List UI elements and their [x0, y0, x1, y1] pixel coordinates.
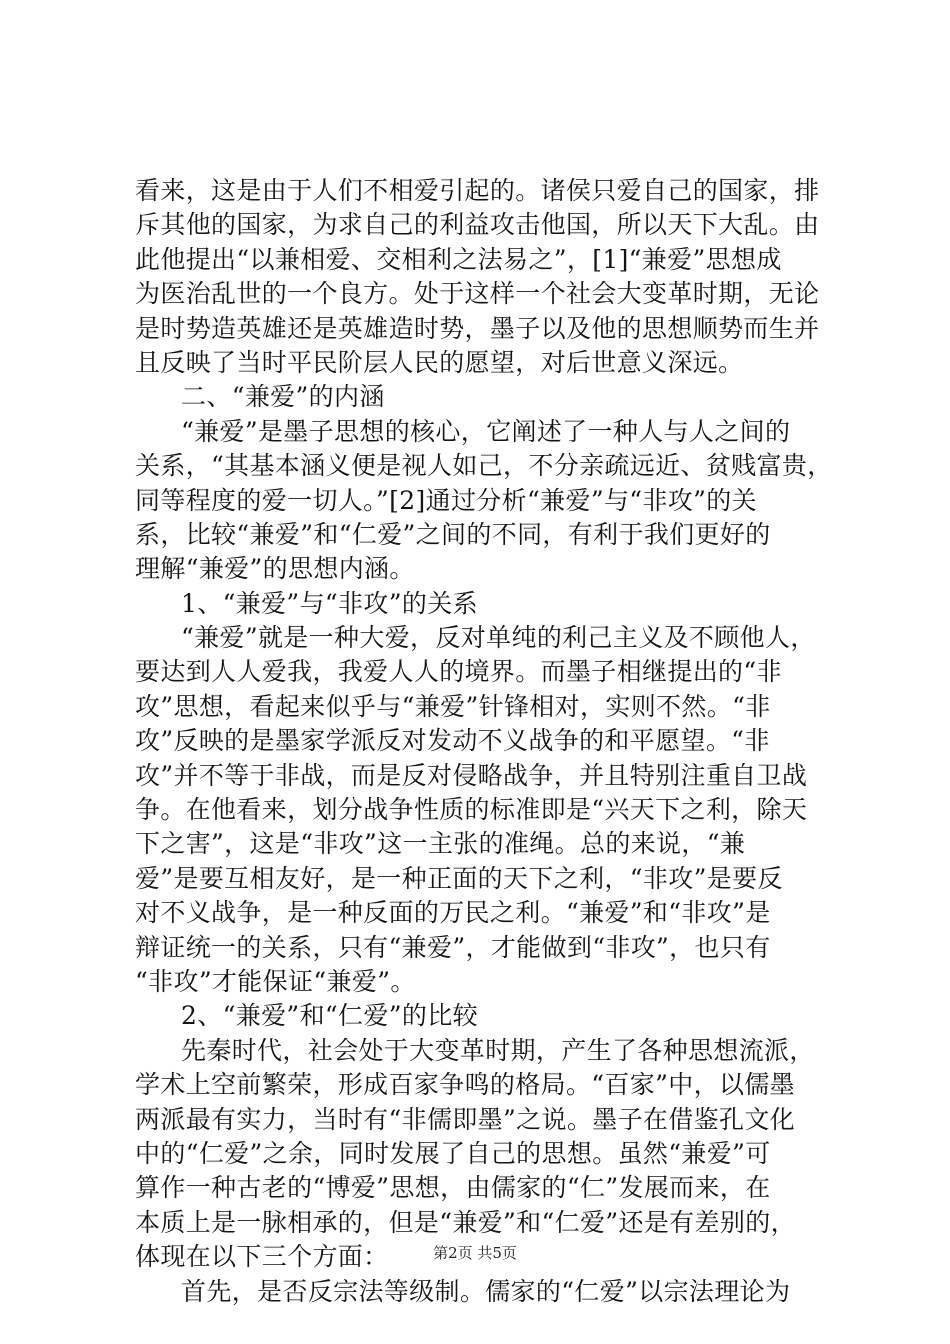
text-line: 看来，这是由于人们不相爱引起的。诸侯只爱自己的国家，排	[135, 176, 820, 205]
text-line: 争。在他看来，划分战争性质的标准即是“兴天下之利，除天	[135, 795, 808, 825]
text-line: 下之害”，这是“非攻”这一主张的准绳。总的来说，“兼	[135, 829, 746, 859]
text-line: 学术上空前繁荣，形成百家争鸣的格局。“百家”中，以儒墨	[135, 1070, 796, 1100]
section-heading: 二、“兼爱”的内涵	[181, 382, 385, 412]
subsection-heading: 2、“兼爱”和“仁爱”的比较	[181, 1001, 478, 1031]
text-line: “非攻”才能保证“兼爱”。	[135, 966, 416, 996]
text-line: 是时势造英雄还是英雄造时势，墨子以及他的思想顺势而生并	[135, 313, 820, 343]
text-line: 两派最有实力，当时有“非儒即墨”之说。墨子在借鉴孔文化	[135, 1104, 796, 1134]
text-line: 理解“兼爱”的思想内涵。	[135, 554, 415, 584]
text-line: 对不义战争，是一种反面的万民之利。“兼爱”和“非攻”是	[135, 898, 771, 928]
text-line: 体现在以下三个方面：	[135, 1242, 389, 1272]
text-line: 要达到人人爱我，我爱人人的境界。而墨子相继提出的“非	[135, 657, 782, 687]
text-line: 算作一种古老的“博爱”思想，由儒家的“仁”发展而来，在	[135, 1173, 771, 1203]
text-line: 本质上是一脉相承的，但是“兼爱”和“仁爱”还是有差别的，	[135, 1207, 796, 1237]
text-line: “兼爱”就是一种大爱，反对单纯的利己主义及不顾他人，	[181, 623, 816, 653]
text-line: 中的“仁爱”之余，同时发展了自己的思想。虽然“兼爱”可	[135, 1138, 771, 1168]
text-line: 系，比较“兼爱”和“仁爱”之间的不同，有利于我们更好的	[135, 519, 771, 549]
text-line: 首先，是否反宗法等级制。儒家的“仁爱”以宗法理论为	[181, 1276, 791, 1306]
text-line: 斥其他的国家，为求自己的利益攻击他国，所以天下大乱。由	[135, 210, 820, 240]
text-line: 关系，“其基本涵义便是视人如己，不分亲疏远近、贫贱富贵，	[135, 451, 833, 481]
text-line: 攻”思想，看起来似乎与“兼爱”针锋相对，实则不然。“非	[135, 691, 771, 721]
text-line: 爱”是要互相友好，是一种正面的天下之利，“非攻”是要反	[135, 863, 783, 893]
page-number-footer: 第2页 共5页	[433, 1244, 517, 1262]
document-body	[135, 174, 835, 1309]
text-line: 攻”并不等于非战，而是反对侵略战争，并且特别注重自卫战	[135, 760, 808, 790]
text-line: 辩证统一的关系，只有“兼爱”，才能做到“非攻”，也只有	[135, 932, 771, 962]
subsection-heading: 1、“兼爱”与“非攻”的关系	[181, 588, 478, 618]
text-line: 为医治乱世的一个良方。处于这样一个社会大变革时期，无论	[135, 279, 820, 309]
text-line: 攻”反映的是墨家学派反对发动不义战争的和平愿望。“非	[135, 726, 770, 756]
text-line: 先秦时代，社会处于大变革时期，产生了各种思想流派，	[181, 1035, 815, 1065]
text-line: 此他提出“以兼相爱、交相利之法易之”，[1]“兼爱”思想成	[135, 244, 782, 274]
text-line: 且反映了当时平民阶层人民的愿望，对后世意义深远。	[135, 347, 744, 377]
text-line: 同等程度的爱一切人。”[2]通过分析“兼爱”与“非攻”的关	[135, 485, 757, 515]
text-line: “兼爱”是墨子思想的核心，它阐述了一种人与人之间的	[181, 416, 791, 446]
